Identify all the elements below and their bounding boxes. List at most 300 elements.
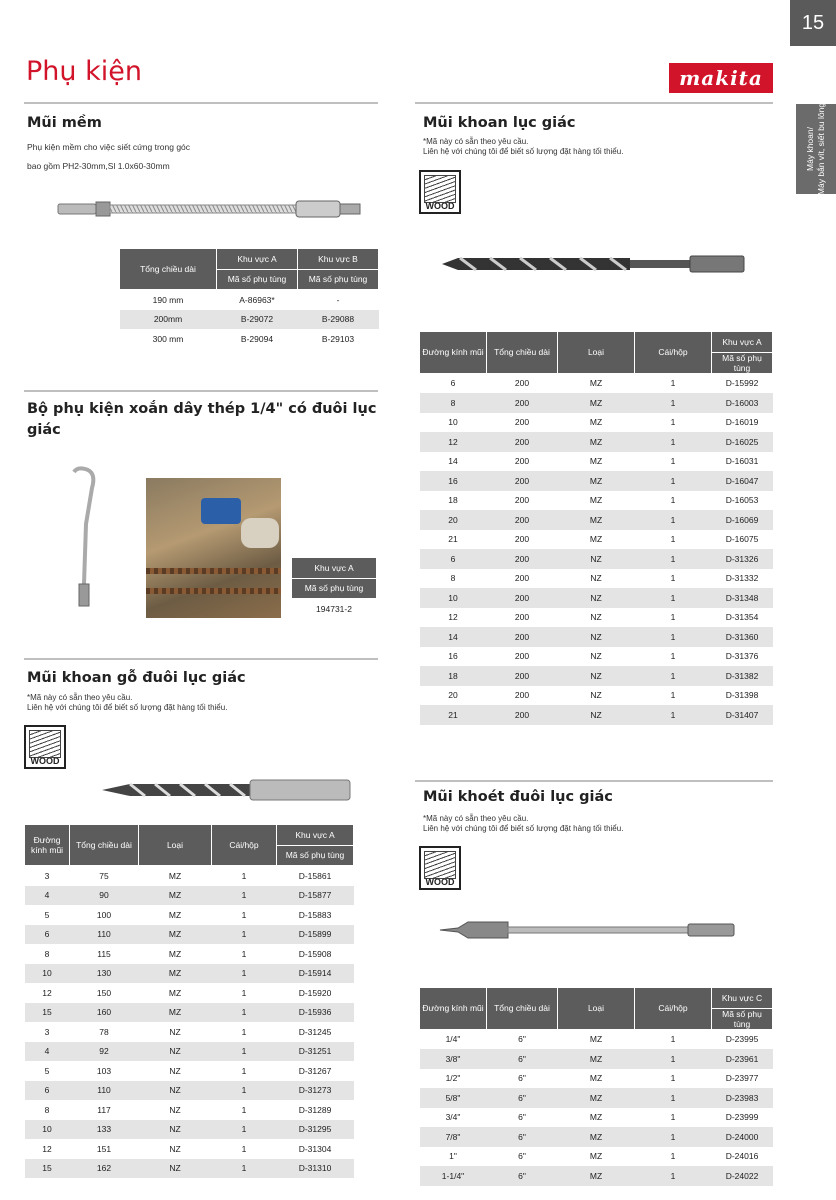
table-cell: MZ (558, 491, 635, 511)
table-cell: MZ (139, 905, 212, 925)
table-cell: 160 (70, 1003, 139, 1023)
table-row (420, 432, 773, 452)
wood-icon (419, 170, 461, 214)
table-cell: A-86963* (217, 290, 298, 310)
table-cell: 1 (635, 666, 712, 686)
table-row (420, 1108, 773, 1128)
makita-logo: makita (669, 63, 773, 93)
col-total-length: Tổng chiều dài (487, 988, 558, 1030)
table-cell: 1 (635, 608, 712, 628)
table-cell: 300 mm (120, 329, 217, 349)
table-row (25, 1042, 354, 1062)
wood-icon (419, 846, 461, 890)
col-total-length: Tổng chiều dài (487, 332, 558, 374)
table-cell: 1 (635, 452, 712, 472)
spade-bit-note1: *Mã này có sẵn theo yêu cầu. (423, 814, 529, 823)
table-cell: MZ (139, 983, 212, 1003)
table-cell: 10 (420, 413, 487, 433)
table-row (420, 452, 773, 472)
soft-bit-title: Mũi mềm (27, 115, 102, 131)
section-rule (24, 390, 378, 392)
table-cell: 1 (635, 1029, 712, 1049)
table-row (420, 666, 773, 686)
table-cell: 4 (25, 886, 70, 906)
table-cell: D-16053 (712, 491, 773, 511)
table-cell: D-24000 (712, 1127, 773, 1147)
table-row (25, 925, 354, 945)
hex-drill-note2: Liên hệ với chúng tôi để biết số lượng đặt hàng tối thiểu. (423, 147, 624, 156)
wood-drill-rows (25, 866, 354, 1179)
spade-bit-rows (420, 1029, 773, 1186)
table-row (25, 1120, 354, 1140)
col-total-length: Tổng chiều dài (120, 249, 217, 290)
table-cell: 1 (212, 983, 277, 1003)
table-cell: MZ (139, 886, 212, 906)
table-cell: 200 (487, 373, 558, 393)
table-cell: 1 (635, 627, 712, 647)
table-cell: 1 (212, 1100, 277, 1120)
table-cell: 133 (70, 1120, 139, 1140)
table-cell: 10 (420, 588, 487, 608)
table-cell: D-15920 (277, 983, 354, 1003)
table-cell: 1 (635, 549, 712, 569)
wood-icon-label: WOOD (425, 877, 455, 887)
table-cell: MZ (558, 530, 635, 550)
col-part-no: Mã số phụ tùng (712, 1008, 773, 1029)
table-cell: D-31348 (712, 588, 773, 608)
table-cell: NZ (139, 1159, 212, 1179)
table-cell: D-15914 (277, 964, 354, 984)
hex-drill-rows (420, 373, 773, 725)
table-cell: 200 (487, 530, 558, 550)
table-cell: 200 (487, 510, 558, 530)
wood-drill-image (100, 776, 355, 804)
table-cell: 14 (420, 452, 487, 472)
wire-tool-image (64, 464, 104, 614)
table-row (420, 549, 773, 569)
table-row (420, 471, 773, 491)
col-diameter: Đường kính mũi (420, 988, 487, 1030)
table-cell: D-31245 (277, 1022, 354, 1042)
table-cell: NZ (139, 1042, 212, 1062)
table-cell: 5/8" (420, 1088, 487, 1108)
table-cell: MZ (139, 1003, 212, 1023)
table-cell: 6" (487, 1049, 558, 1069)
wood-icon-label: WOOD (30, 756, 60, 766)
table-row (420, 686, 773, 706)
soft-bit-rows (120, 290, 379, 349)
table-row (420, 588, 773, 608)
col-total-length: Tổng chiều dài (70, 825, 139, 866)
table-cell: 1 (635, 530, 712, 550)
table-cell: 3/4" (420, 1108, 487, 1128)
col-part-no: Mã số phụ tùng (298, 269, 379, 290)
page-title: Phụ kiện (26, 56, 142, 87)
wood-drill-note2: Liên hệ với chúng tôi để biết số lượng đặt hàng tối thiểu. (27, 703, 228, 712)
table-cell: 5 (25, 905, 70, 925)
table-cell: D-23961 (712, 1049, 773, 1069)
table-cell: D-31310 (277, 1159, 354, 1179)
section-rule (415, 780, 773, 782)
table-cell: 200 (487, 686, 558, 706)
table-cell: 200 (487, 413, 558, 433)
table-cell: MZ (558, 413, 635, 433)
table-cell: MZ (558, 510, 635, 530)
table-cell: 4 (25, 1042, 70, 1062)
table-cell: 200 (487, 471, 558, 491)
table-cell: D-23995 (712, 1029, 773, 1049)
wire-set-title (27, 399, 376, 441)
table-cell: 1 (212, 1061, 277, 1081)
table-cell: 92 (70, 1042, 139, 1062)
table-cell: NZ (139, 1061, 212, 1081)
table-cell: D-31332 (712, 569, 773, 589)
table-cell: D-15936 (277, 1003, 354, 1023)
table-cell: D-31382 (712, 666, 773, 686)
table-cell: 151 (70, 1139, 139, 1159)
table-cell: NZ (558, 569, 635, 589)
table-cell: 21 (420, 705, 487, 725)
wood-icon-label: WOOD (425, 201, 455, 211)
col-diameter: Đường kính mũi (420, 332, 487, 374)
table-cell: B-29072 (217, 310, 298, 330)
table-row (25, 1100, 354, 1120)
col-region-a: Khu vực A (712, 332, 773, 353)
table-row (420, 1049, 773, 1069)
col-part-no: Mã số phụ tùng (277, 845, 354, 866)
flexible-shaft-image (56, 196, 366, 222)
table-cell: 150 (70, 983, 139, 1003)
col-diameter: Đường kính mũi (25, 825, 70, 866)
table-cell: D-31289 (277, 1100, 354, 1120)
table-cell: D-16019 (712, 413, 773, 433)
table-cell: 200 (487, 432, 558, 452)
table-cell: 6 (25, 1081, 70, 1101)
table-row (25, 1003, 354, 1023)
hex-drill-table (419, 331, 773, 725)
side-tab-line1: Máy khoan/ (805, 127, 815, 171)
table-cell: 1 (635, 432, 712, 452)
table-cell: D-31376 (712, 647, 773, 667)
table-row (120, 290, 379, 310)
table-cell: 200 (487, 666, 558, 686)
table-cell: NZ (558, 705, 635, 725)
table-cell: 130 (70, 964, 139, 984)
wood-drill-table (24, 824, 354, 1178)
hex-drill-note (423, 137, 623, 157)
table-cell: D-31354 (712, 608, 773, 628)
hex-drill-image (440, 252, 750, 276)
col-region-c: Khu vực C (712, 988, 773, 1009)
table-cell: NZ (558, 549, 635, 569)
table-cell: 1 (635, 686, 712, 706)
table-cell: 1 (635, 1049, 712, 1069)
table-cell: 1 (635, 491, 712, 511)
table-cell: D-16047 (712, 471, 773, 491)
table-cell: 6" (487, 1166, 558, 1186)
table-row (420, 373, 773, 393)
table-cell: MZ (558, 1108, 635, 1128)
table-cell: D-15992 (712, 373, 773, 393)
table-cell: B-29103 (298, 329, 379, 349)
table-cell: MZ (139, 964, 212, 984)
table-cell: D-15877 (277, 886, 354, 906)
section-rule (24, 658, 378, 660)
rebar-shape (146, 588, 281, 594)
table-cell: NZ (558, 666, 635, 686)
table-cell: 12 (25, 983, 70, 1003)
table-cell: MZ (558, 1088, 635, 1108)
table-cell: 1 (635, 1127, 712, 1147)
table-cell: 1 (212, 1081, 277, 1101)
table-cell: D-31251 (277, 1042, 354, 1062)
table-row (420, 1166, 773, 1186)
table-cell: NZ (139, 1081, 212, 1101)
table-cell: 1 (635, 1147, 712, 1167)
table-cell: MZ (558, 1029, 635, 1049)
table-cell: MZ (558, 1127, 635, 1147)
table-cell: 190 mm (120, 290, 217, 310)
table-cell: 1 (212, 964, 277, 984)
table-cell: D-15908 (277, 944, 354, 964)
table-row (420, 608, 773, 628)
col-per-box: Cái/hộp (212, 825, 277, 866)
table-row (420, 569, 773, 589)
table-cell: MZ (558, 452, 635, 472)
spade-bit-note (423, 814, 623, 834)
table-cell: B-29094 (217, 329, 298, 349)
table-cell: 6" (487, 1088, 558, 1108)
table-cell: D-31273 (277, 1081, 354, 1101)
page-number: 15 (790, 0, 836, 46)
table-cell: 103 (70, 1061, 139, 1081)
table-cell: 8 (420, 569, 487, 589)
table-cell: 1 (635, 373, 712, 393)
col-region-b: Khu vực B (298, 249, 379, 270)
table-cell: 7/8" (420, 1127, 487, 1147)
table-cell: 1 (635, 471, 712, 491)
table-cell: 1 (635, 510, 712, 530)
table-cell: 8 (25, 944, 70, 964)
table-cell: 10 (25, 1120, 70, 1140)
table-cell: MZ (558, 1147, 635, 1167)
table-cell: 15 (25, 1159, 70, 1179)
table-cell: 16 (420, 647, 487, 667)
col-type: Loại (558, 332, 635, 374)
col-region-a: Khu vực A (277, 825, 354, 846)
table-row (420, 413, 773, 433)
table-cell: D-31295 (277, 1120, 354, 1140)
table-cell: NZ (139, 1139, 212, 1159)
table-cell: NZ (558, 588, 635, 608)
glove-shape (241, 518, 279, 548)
table-cell: 12 (25, 1139, 70, 1159)
col-region-a: Khu vực A (217, 249, 298, 270)
table-cell: 117 (70, 1100, 139, 1120)
table-cell: NZ (558, 686, 635, 706)
table-cell: 200 (487, 608, 558, 628)
spade-bit-title: Mũi khoét đuôi lục giác (423, 789, 613, 805)
table-row (120, 329, 379, 349)
table-cell: NZ (139, 1100, 212, 1120)
table-row (420, 627, 773, 647)
wood-icon (24, 725, 66, 769)
rebar-shape (146, 568, 281, 574)
table-cell: 12 (420, 608, 487, 628)
power-tool-shape (201, 498, 241, 524)
table-cell: 6" (487, 1029, 558, 1049)
col-type: Loại (558, 988, 635, 1030)
table-cell: D-31407 (712, 705, 773, 725)
table-row (420, 1029, 773, 1049)
table-row (25, 1061, 354, 1081)
wire-set-title-line1: Bộ phụ kiện xoắn dây thép 1/4" có đuôi lục (27, 401, 377, 417)
table-cell: 1 (635, 1108, 712, 1128)
table-cell: 6" (487, 1127, 558, 1147)
table-cell: NZ (139, 1022, 212, 1042)
wood-drill-note (27, 693, 227, 713)
table-cell: 10 (25, 964, 70, 984)
table-cell: 8 (25, 1100, 70, 1120)
table-cell: 1 (635, 647, 712, 667)
table-cell: 200 (487, 452, 558, 472)
wood-drill-note1: *Mã này có sẵn theo yêu cầu. (27, 693, 133, 702)
table-cell: NZ (558, 608, 635, 628)
table-cell: 1/2" (420, 1069, 487, 1089)
table-cell: 1 (212, 1159, 277, 1179)
spade-bit-table (419, 987, 773, 1186)
table-cell: 1 (212, 1042, 277, 1062)
table-cell: 200 (487, 569, 558, 589)
table-cell: 1 (635, 413, 712, 433)
table-cell: 200 (487, 491, 558, 511)
soft-bit-desc-line1: Phụ kiện mềm cho việc siết cứng trong góc (27, 142, 191, 152)
table-cell: D-24016 (712, 1147, 773, 1167)
table-cell: 200mm (120, 310, 217, 330)
table-cell: 1-1/4" (420, 1166, 487, 1186)
table-row (25, 866, 354, 886)
table-cell: 1 (212, 1139, 277, 1159)
table-cell: 1 (635, 588, 712, 608)
table-cell: 1 (212, 905, 277, 925)
table-row (420, 1147, 773, 1167)
hex-drill-title: Mũi khoan lục giác (423, 115, 576, 131)
hex-drill-note1: *Mã này có sẵn theo yêu cầu. (423, 137, 529, 146)
table-cell: D-16025 (712, 432, 773, 452)
table-cell: MZ (139, 866, 212, 886)
table-cell: MZ (558, 432, 635, 452)
table-cell: 162 (70, 1159, 139, 1179)
table-cell: - (298, 290, 379, 310)
table-cell: MZ (558, 393, 635, 413)
table-cell: 200 (487, 627, 558, 647)
table-row (25, 983, 354, 1003)
table-cell: 21 (420, 530, 487, 550)
table-cell: 75 (70, 866, 139, 886)
table-cell: 16 (420, 471, 487, 491)
table-cell: 5 (25, 1061, 70, 1081)
table-cell: 20 (420, 686, 487, 706)
table-cell: NZ (139, 1120, 212, 1140)
table-cell: NZ (558, 627, 635, 647)
table-row (25, 944, 354, 964)
side-tab-line2: Máy bắn vít, siết bu lông (816, 102, 826, 196)
spade-bit-note2: Liên hệ với chúng tôi để biết số lượng đặt hàng tối thiểu. (423, 824, 624, 833)
table-cell: 100 (70, 905, 139, 925)
col-per-box: Cái/hộp (635, 332, 712, 374)
table-cell: 200 (487, 588, 558, 608)
col-part-no: Mã số phụ tùng (712, 352, 773, 373)
table-cell: D-24022 (712, 1166, 773, 1186)
table-cell: 1 (212, 925, 277, 945)
table-cell: 15 (25, 1003, 70, 1023)
table-cell: 6" (487, 1147, 558, 1167)
table-cell: 20 (420, 510, 487, 530)
soft-bit-desc (27, 138, 190, 176)
table-cell: 6" (487, 1069, 558, 1089)
section-rule (24, 102, 378, 104)
table-cell: MZ (558, 373, 635, 393)
table-row (420, 510, 773, 530)
table-cell: 200 (487, 393, 558, 413)
table-row (420, 393, 773, 413)
table-cell: 18 (420, 666, 487, 686)
table-cell: D-31267 (277, 1061, 354, 1081)
table-cell: D-23999 (712, 1108, 773, 1128)
table-cell: 6" (487, 1108, 558, 1128)
table-row (420, 1088, 773, 1108)
table-cell: D-23983 (712, 1088, 773, 1108)
table-cell: 200 (487, 647, 558, 667)
table-cell: 8 (420, 393, 487, 413)
table-cell: 3 (25, 1022, 70, 1042)
table-cell: MZ (558, 471, 635, 491)
table-cell: 1 (635, 1088, 712, 1108)
table-row (420, 1069, 773, 1089)
table-cell: D-23977 (712, 1069, 773, 1089)
table-row (420, 491, 773, 511)
wire-set-table (291, 557, 377, 619)
wood-drill-title: Mũi khoan gỗ đuôi lục giác (27, 670, 246, 686)
wire-set-part-no: 194731-2 (292, 599, 377, 619)
table-row (25, 1022, 354, 1042)
soft-bit-table (119, 248, 379, 349)
table-cell: 18 (420, 491, 487, 511)
jobsite-photo (146, 478, 281, 618)
table-cell: 12 (420, 432, 487, 452)
table-cell: 110 (70, 1081, 139, 1101)
table-cell: 1 (635, 569, 712, 589)
table-cell: 1 (212, 1003, 277, 1023)
table-cell: D-15899 (277, 925, 354, 945)
table-row (25, 886, 354, 906)
wire-set-title-line2: giác (27, 422, 61, 438)
table-cell: 110 (70, 925, 139, 945)
table-cell: D-31326 (712, 549, 773, 569)
spade-bit-image (438, 918, 738, 942)
table-cell: D-16069 (712, 510, 773, 530)
table-cell: 90 (70, 886, 139, 906)
table-cell: MZ (139, 925, 212, 945)
table-cell: 1" (420, 1147, 487, 1167)
col-type: Loại (139, 825, 212, 866)
soft-bit-desc-line2: bao gồm PH2-30mm,Sl 1.0x60-30mm (27, 161, 170, 171)
table-row (420, 530, 773, 550)
table-cell: 78 (70, 1022, 139, 1042)
table-row (25, 1139, 354, 1159)
table-cell: MZ (558, 1166, 635, 1186)
side-tab[interactable] (796, 104, 836, 194)
